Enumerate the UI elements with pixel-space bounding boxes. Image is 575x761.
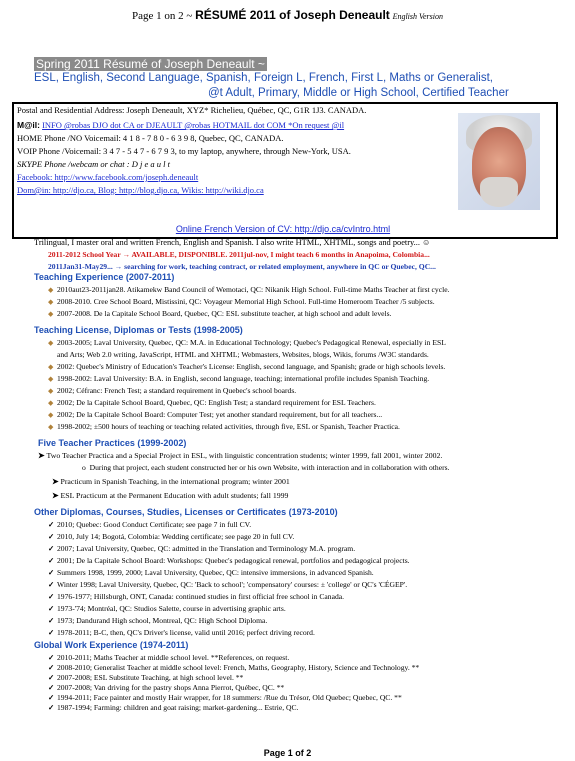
check-icon: ✓ xyxy=(48,653,55,662)
practice-item-2: ➤ Practicum in Spanish Teaching, in the international program; winter 2001 xyxy=(52,477,290,486)
searching-line: 2011Jan31-May29... → searching for work, teaching contract, or related employment, anywhere in QC or Quebec, QC... xyxy=(48,262,436,271)
license-item-3: ◆ 1998-2002: Laval University: B.A. in English, second language, teaching; international profile includes Spanish Teaching. xyxy=(48,374,430,383)
other-item-7: ✓ 1976-1977; Hillsburgh, ONT, Canada: continued studies in first official free school in Canada. xyxy=(48,592,345,601)
global-item-1: ✓ 2010-2011; Maths Teacher at middle school level. **References, on request. xyxy=(48,653,290,662)
circle-bullet-icon: o xyxy=(82,463,90,472)
french-cv-line[interactable] xyxy=(12,224,554,234)
bullet-icon: ◆ xyxy=(48,423,54,431)
header-name: RÉSUMÉ 2011 of Joseph Deneault xyxy=(195,8,390,22)
title-line-1: Spring 2011 Résumé of Joseph Deneault ~ xyxy=(36,57,265,71)
arrow-icon: ➤ xyxy=(52,477,61,486)
global-work-heading: Global Work Experience (1974-2011) xyxy=(34,640,189,650)
bullet-icon: ◆ xyxy=(48,286,54,294)
email-label: M@il: xyxy=(17,120,40,130)
email-line[interactable] xyxy=(17,120,344,130)
teaching-item-1: ◆ 2010aut23-2011jan28. Atikamekw Band Council of Wemotaci, QC: Nikanik High School. Full-time Maths Teacher at first cycle. xyxy=(48,285,450,294)
bullet-icon: ◆ xyxy=(48,310,54,318)
check-icon: ✓ xyxy=(48,592,55,601)
license-item-4: ◆ 2002; Céfranc: French Test; a standard requirement in Quebec's school boards. xyxy=(48,386,297,395)
global-item-6: ✓ 1987-1994; Farming: children and goat raising; market-gardening... Estrie, QC. xyxy=(48,703,299,712)
practice-item-1-sub: o During that project, each student constructed her or his own Website, with interaction and in collaboration with others. xyxy=(82,463,450,472)
arrow-icon: ➤ xyxy=(52,491,61,500)
check-icon: ✓ xyxy=(48,683,55,692)
bullet-icon: ◆ xyxy=(48,339,54,347)
other-item-5: ✓ Summers 1998, 1999, 2000; Laval University, Quebec, QC: intensive immersions, in advanced Spanish. xyxy=(48,568,374,577)
other-item-1: ✓ 2010; Quebec: Good Conduct Certificate; see page 7 in full CV. xyxy=(48,520,252,529)
photo-beard xyxy=(480,177,518,207)
license-item-7: ◆ 1998-2002; ±500 hours of teaching or teaching related activities, through five, ESL or Spanish, Teacher Practica. xyxy=(48,422,400,431)
header-version: English Version xyxy=(392,12,444,21)
check-icon: ✓ xyxy=(48,663,55,672)
arrow-icon: ➤ xyxy=(38,451,47,460)
license-item-1: ◆ 2003-2005; Laval University, Quebec, QC: M.A. in Educational Technology; Quebec's Pedagogical Renewal, especially in ESL xyxy=(48,338,446,347)
title-line-3: @t Adult, Primary, Middle or High School, Certified Teacher xyxy=(208,87,509,99)
check-icon: ✓ xyxy=(48,580,55,589)
voip-phone-line: VOIP Phone /Voicemail: 3 4 7 - 5 4 7 - 6 7 9 3, to my laptop, anywhere, through New-York, USA. xyxy=(17,146,351,156)
bullet-icon: ◆ xyxy=(48,298,54,306)
practice-item-3: ➤ ESL Practicum at the Permanent Education with adult students; fall 1999 xyxy=(52,491,289,500)
other-item-2: ✓ 2010, July 14; Bogotá, Colombia: Wedding certificate; see page 20 in full CV. xyxy=(48,532,295,541)
global-item-2: ✓ 2008-2010; Generalist Teacher at middle school level: French, Maths, Geography, History, Science and Technology. ** xyxy=(48,663,420,672)
page-header xyxy=(0,8,575,22)
page-footer: Page 1 of 2 xyxy=(263,748,312,758)
license-item-6: ◆ 2002; De la Capitale School Board: Computer Test; yet another standard requirement, but for all teachers... xyxy=(48,410,383,419)
check-icon: ✓ xyxy=(48,556,55,565)
other-diplomas-heading: Other Diplomas, Courses, Studies, Licenses or Certificates (1973-2010) xyxy=(34,507,338,517)
teaching-item-3: ◆ 2007-2008. De la Capitale School Board, Quebec, QC: ESL substitute teacher, at high school and adult levels. xyxy=(48,309,392,318)
check-icon: ✓ xyxy=(48,604,55,613)
bullet-icon: ◆ xyxy=(48,411,54,419)
facebook-link[interactable]: Facebook: http://www.facebook.com/joseph.deneault xyxy=(17,172,199,182)
bullet-icon: ◆ xyxy=(48,399,54,407)
address-line: Postal and Residential Address: Joseph Deneault, XYZ* Richelieu, Québec, QC, G1R 1J3. CANADA. xyxy=(17,105,367,115)
check-icon: ✓ xyxy=(48,520,55,529)
check-icon: ✓ xyxy=(48,568,55,577)
teaching-experience-heading: Teaching Experience (2007-2011) xyxy=(34,272,175,282)
other-item-6: ✓ Winter 1998; Laval University, Quebec, QC: 'Back to school'; 'compensatory' courses: ± 'college' or QC's 'CÉGEP'. xyxy=(48,580,408,589)
email-link[interactable]: INFO @robas DJO dot CA or DJEAULT @robas HOTMAIL dot COM *On request @il xyxy=(42,120,345,130)
other-item-9: ✓ 1973; Dandurand High school, Montreal, QC: High School Diploma. xyxy=(48,616,268,625)
other-item-4: ✓ 2001; De la Capitale School Board: Workshops: Quebec's pedagogical renewal, portfolios and pedagogical projects. xyxy=(48,556,410,565)
license-item-2: ◆ 2002: Quebec's Ministry of Education's Teacher's License: English, second language, and Spanish; grade or high schools levels. xyxy=(48,362,446,371)
french-cv-link[interactable]: Online French Version of CV: http://djo.ca/cvIntro.html xyxy=(175,224,391,234)
other-item-3: ✓ 2007; Laval University, Quebec, QC: admitted in the Translation and Terminology M.A. program. xyxy=(48,544,356,553)
check-icon: ✓ xyxy=(48,703,55,712)
header-page-label: Page 1 on 2 ~ xyxy=(131,10,193,22)
bullet-icon: ◆ xyxy=(48,363,54,371)
practices-heading: Five Teacher Practices (1999-2002) xyxy=(38,438,187,448)
global-item-4: ✓ 2007-2008; Van driving for the pastry shops Anna Pierrot, Québec, QC. ** xyxy=(48,683,285,692)
bullet-icon: ◆ xyxy=(48,387,54,395)
license-item-1-cont: and Arts; Web 2.0 writing, JavaScript, HTML and XHTML; Webmasters, Websites, blogs, Wikis, forums /W3C standards. xyxy=(57,350,429,359)
global-item-5: ✓ 1994-2011; Face painter and mostly Hair wrapper, for 18 summers: /Rue du Trésor, Old Quebec; Quebec, QC. ** xyxy=(48,693,402,702)
other-item-10: ✓ 1978-2011; B-C, then, QC's Driver's license, valid until 2016; perfect driving record. xyxy=(48,628,315,637)
trilingual-line: Trilingual, I master oral and written French, English and Spanish. I also write HTML, XHTML, songs and poetry... ☺ xyxy=(34,238,431,247)
bullet-icon: ◆ xyxy=(48,375,54,383)
check-icon: ✓ xyxy=(48,544,55,553)
availability-line: 2011-2012 School Year → AVAILABLE, DISPONIBLE. 2011jul-nov, I might teach 6 months in Anapoima, Colombia... xyxy=(48,250,430,259)
domain-links[interactable]: Dom@in: http://djo.ca, Blog: http://blog.djo.ca, Wikis: http://wiki.djo.ca xyxy=(17,185,264,195)
practice-item-1: ➤ Two Teacher Practica and a Special Project in ESL, with linguistic concentration students; winter 1999, fall 2001, winter 2002. xyxy=(38,451,443,460)
global-item-3: ✓ 2007-2008; ESL Substitute Teaching, at high school level. ** xyxy=(48,673,244,682)
home-phone-line: HOME Phone /NO Voicemail: 4 1 8 - 7 8 0 - 6 3 9 8, Quebec, QC, CANADA. xyxy=(17,133,284,143)
license-item-5: ◆ 2002; De la Capitale School Board, Quebec, QC: English Test; a standard requirement for ESL Teachers. xyxy=(48,398,376,407)
other-item-8: ✓ 1973-'74; Montréal, QC: Studios Salette, course in advertising graphic arts. xyxy=(48,604,286,613)
skype-line: SKYPE Phone /webcam or chat : D j e a u l t xyxy=(17,159,170,169)
check-icon: ✓ xyxy=(48,673,55,682)
check-icon: ✓ xyxy=(48,532,55,541)
check-icon: ✓ xyxy=(48,628,55,637)
license-heading: Teaching License, Diplomas or Tests (1998-2005) xyxy=(34,325,243,335)
teaching-item-2: ◆ 2008-2010. Cree School Board, Mistissini, QC: Voyageur Memorial High School. Full-time Homeroom Teacher /5 subjects. xyxy=(48,297,435,306)
title-line-2: ESL, English, Second Language, Spanish, Foreign L, French, First L, Maths or Generalist, xyxy=(34,72,493,84)
check-icon: ✓ xyxy=(48,693,55,702)
check-icon: ✓ xyxy=(48,616,55,625)
profile-photo xyxy=(458,113,540,210)
